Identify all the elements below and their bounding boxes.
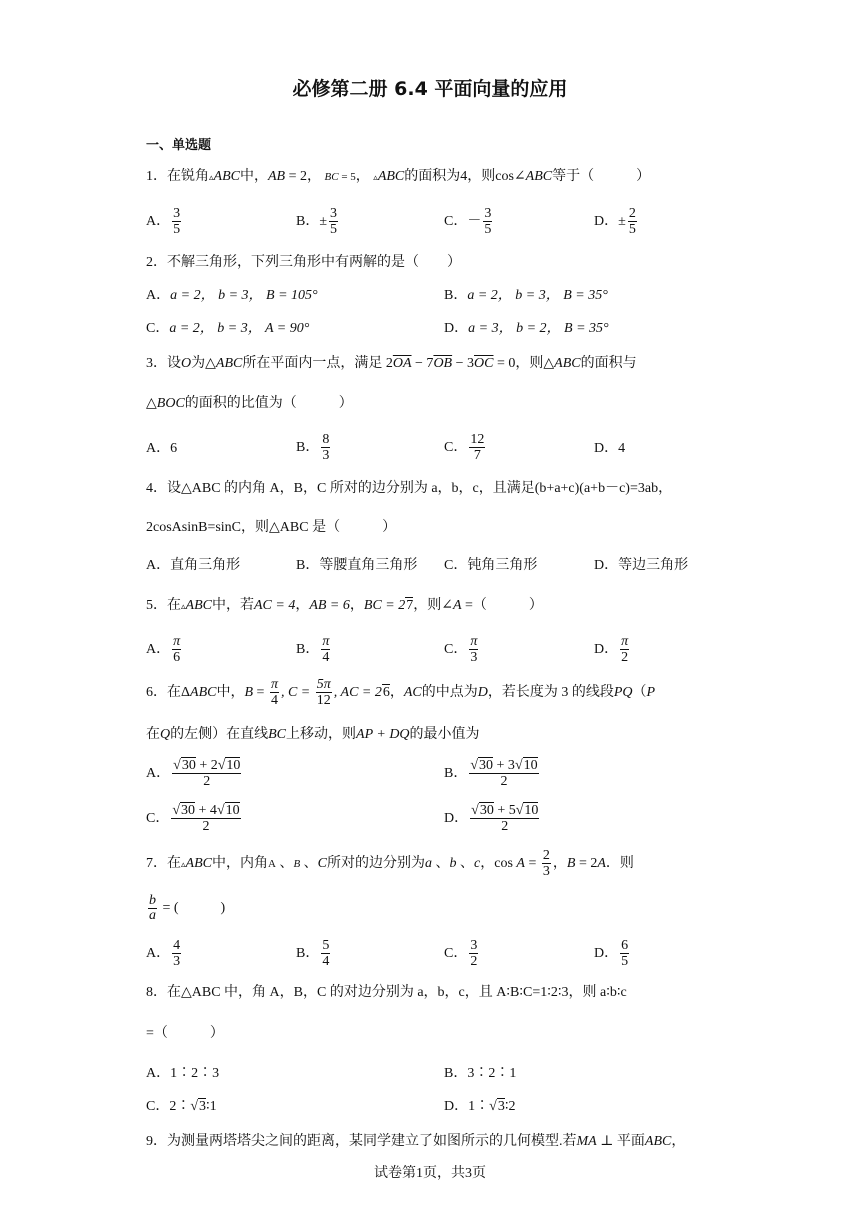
question-8-stem-line1: 8．在△ABC 中，角 A，B，C 的对边分别为 a，b，c，且 A∶B∶C=1∶2∶3，则 a∶b∶c [146,985,627,1000]
q6-option-a[interactable]: A． $\frac{√30 + 2√10}{2}$ [146,758,241,790]
q5-option-a[interactable]: A． $\frac{\pi}{6}$ [146,634,181,666]
q3-option-b[interactable]: B． $\frac{8}{3}$ [296,432,330,464]
q6-option-b[interactable]: B． $\frac{√30 + 3√10}{2}$ [444,758,538,790]
q1-option-c[interactable]: C．－ $\frac{3}{5}$ [444,206,492,238]
q5-option-b[interactable]: B． $\frac{\pi}{4}$ [296,634,330,666]
fraction: $\frac{\pi}{3}$ [470,634,478,666]
q3-option-a[interactable]: A．6 [146,441,178,456]
q7-option-b[interactable]: B． $\frac{5}{4}$ [296,938,330,970]
question-1-stem: 1．在锐角▵ABC中，AB = 2， BC = 5， ▵ABC的面积为4，则cos∠ABC等于（ ） [146,169,651,184]
question-6-stem-line2: 在Q的左侧）在直线BC上移动，则AP + DQ的最小值为 [146,727,480,742]
fraction: $\frac{3}{2}$ [470,938,478,970]
fraction: $\frac{3}{5}$ [484,206,492,238]
q3-option-d[interactable]: D．4 [594,441,626,456]
q7-option-d[interactable]: D． $\frac{6}{5}$ [594,938,629,970]
fraction: $\frac{8}{3}$ [322,432,330,464]
q8-option-a[interactable]: A．1∶2∶3 [146,1066,220,1081]
q6-option-d[interactable]: D． $\frac{√30 + 5√10}{2}$ [444,803,539,835]
q1-option-d[interactable]: D．± $\frac{2}{5}$ [594,206,636,238]
q4-option-d[interactable]: D．等边三角形 [594,558,689,573]
q1-option-b[interactable]: B．± $\frac{3}{5}$ [296,206,338,238]
fraction: $\frac{3}{5}$ [173,206,181,238]
fraction: $\frac{\pi}{4}$ [270,677,278,709]
q7-option-c[interactable]: C． $\frac{3}{2}$ [444,938,478,970]
q5-option-c[interactable]: C． $\frac{\pi}{3}$ [444,634,478,666]
question-4-stem-line1: 4．设△ABC 的内角 A，B，C 所对的边分别为 a，b，c，且满足(b+a+c)(a+b－c)=3ab， [146,481,673,496]
fraction: $\frac{12}{7}$ [470,432,485,464]
fraction: $\frac{√30 + 3√10}{2}$ [470,758,538,790]
q2-option-c[interactable]: C．a = 2， b = 3， A = 90° [146,321,310,336]
question-5-stem: 5．在▵ABC中，若AC = 4，AB = 6，BC = 27，则∠A =（ ） [146,598,543,613]
question-2-stem: 2．不解三角形，下列三角形中有两解的是（ ） [146,255,461,270]
fraction: $\frac{√30 + 5√10}{2}$ [471,803,539,835]
q1-option-a[interactable]: A． $\frac{3}{5}$ [146,206,181,238]
fraction: $\frac{3}{5}$ [330,206,338,238]
question-4-stem-line2: 2cosAsinB=sinC，则△ABC 是（ ） [146,520,397,535]
fraction: $\frac{b}{a}$ [149,893,156,924]
question-3-stem-line1: 3．设O为△ABC所在平面内一点，满足 $2\overline{OA} - 7\overline{OB} - 3\overline{OC} = 0$，则△ABC的面积与 [146,356,637,371]
q4-option-c[interactable]: C．钝角三角形 [444,558,538,573]
q5-option-d[interactable]: D． $\frac{\pi}{2}$ [594,634,629,666]
fraction: $\frac{5\pi}{12}$ [316,677,331,709]
q2-option-b[interactable]: B．a = 2， b = 3， B = 35° [444,288,608,303]
q4-option-b[interactable]: B．等腰直角三角形 [296,558,418,573]
q8-option-c[interactable]: C．2∶√3∶1 [146,1099,217,1114]
q3-option-c[interactable]: C． $\frac{12}{7}$ [444,432,485,464]
question-7-stem-line1: 7．在▵ABC中，内角A 、B 、C所对的边分别为a 、b 、c，cos A = $\frac{2}{3}$ ，B = 2A．则 [146,848,634,880]
question-9-stem: 9．为测量两塔塔尖之间的距离，某同学建立了如图所示的几何模型.若MA ⊥ 平面ABC， [146,1134,686,1149]
fraction: $\frac{5}{4}$ [322,938,330,970]
page-title: 必修第二册 6.4 平面向量的应用 [292,78,568,100]
q4-option-a[interactable]: A．直角三角形 [146,558,241,573]
fraction: $\frac{2}{5}$ [628,206,636,238]
fraction: $\frac{2}{3}$ [542,848,550,880]
fraction: $\frac{\pi}{6}$ [173,634,181,666]
q7-option-a[interactable]: A． $\frac{4}{3}$ [146,938,181,970]
q8-option-d[interactable]: D．1∶√3∶2 [444,1099,516,1114]
page-footer: 试卷第1页，共3页 [374,1166,486,1181]
q8-option-b[interactable]: B．3∶2∶1 [444,1066,517,1081]
fraction: $\frac{6}{5}$ [621,938,629,970]
fraction: $\frac{√30 + 2√10}{2}$ [173,758,241,790]
question-8-stem-line2: =（ ） [146,1026,224,1041]
question-3-stem-line2: △BOC的面积的比值为（ ） [146,396,353,411]
question-6-stem-line1: 6．在ΔABC中，B = $\frac{\pi}{4}$ , C = $\frac{5\pi}{12}$ , AC = 26，AC的中点为D，若长度为 3 的线段PQ（P [146,677,656,709]
q6-option-c[interactable]: C． $\frac{√30 + 4√10}{2}$ [146,803,240,835]
fraction: $\frac{√30 + 4√10}{2}$ [172,803,240,835]
fraction: $\frac{\pi}{4}$ [322,634,330,666]
fraction: $\frac{\pi}{2}$ [621,634,629,666]
question-7-stem-line2: $\frac{b}{a}$ = ( ) [149,893,226,924]
section-heading: 一、单选题 [146,138,212,153]
q2-option-a[interactable]: A．a = 2， b = 3， B = 105° [146,288,318,303]
q2-option-d[interactable]: D．a = 3， b = 2， B = 35° [444,321,609,336]
fraction: $\frac{4}{3}$ [173,938,181,970]
